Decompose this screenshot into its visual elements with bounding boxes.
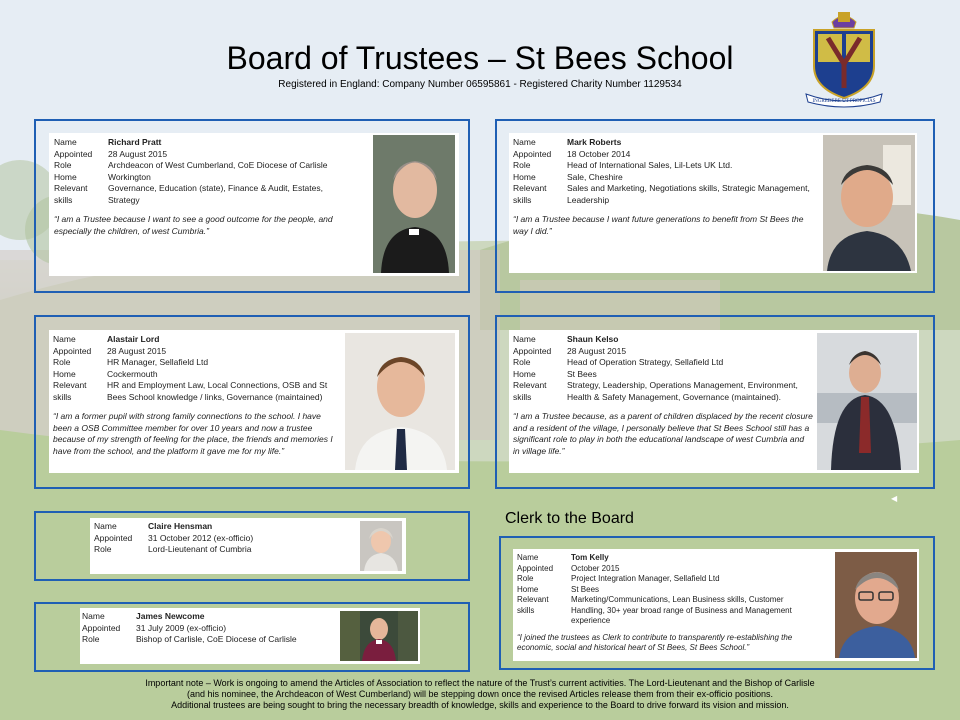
- important-note: [60, 678, 900, 710]
- skills-label: skills: [513, 391, 532, 402]
- relevant-label: Relevant: [513, 380, 547, 390]
- role-label: Role: [517, 574, 534, 583]
- trustee-card-1: [49, 133, 459, 276]
- trustee-quote: “I am a Trustee because, as a parent of children displaced by the recent closure and a resident of the village, I personally believe that St Bees School still has a significant role to play in both the educational landscape of west Cumbria and in village life.”: [513, 411, 813, 456]
- trustee-role: HR Manager, Sellafield Ltd: [107, 357, 209, 367]
- clerk-home: St Bees: [571, 584, 600, 594]
- trustee-name: Richard Pratt: [108, 137, 162, 147]
- pointer-icon: ◀: [891, 494, 898, 503]
- clerk-role: Project Integration Manager, Sellafield Ltd: [571, 574, 720, 583]
- trustee-home: Workington: [108, 171, 151, 182]
- relevant-label: Relevant: [53, 380, 87, 390]
- trustee-appointed: 28 August 2015: [108, 148, 168, 159]
- trustee-card-2: [509, 133, 917, 273]
- note-line-3: Additional trustees are being sought to bring the necessary breadth of knowledge, skills and experience to the Board to drive forward its vision and mission.: [171, 699, 789, 710]
- trustee-photo: [360, 521, 402, 571]
- trustee-card-6: [80, 608, 420, 664]
- home-label: Home: [513, 171, 536, 182]
- trustee-photo: [373, 135, 455, 273]
- name-label: Name: [94, 521, 117, 531]
- role-label: Role: [54, 160, 72, 170]
- trustee-photo: [340, 611, 418, 661]
- appointed-label: Appointed: [513, 148, 552, 159]
- relevant-label: Relevant: [54, 183, 88, 193]
- note-line-2: (and his nominee, the Archdeacon of West Cumberland) will be stepping down once the revised Articles release them from their ex-officio positions.: [187, 688, 773, 699]
- name-label: Name: [54, 137, 77, 147]
- trustee-role: Head of Operation Strategy, Sellafield Ltd: [567, 357, 724, 367]
- clerk-appointed: October 2015: [571, 563, 620, 573]
- page-title: Board of Trustees – St Bees School: [226, 40, 734, 76]
- home-label: Home: [517, 584, 539, 594]
- clerk-skills: Marketing/Communications, Lean Business skills, Customer Handling, 30+ year broad range of Business and Management experience: [571, 595, 792, 625]
- role-label: Role: [82, 634, 100, 644]
- appointed-label: Appointed: [513, 345, 552, 356]
- relevant-label: Relevant: [513, 183, 547, 193]
- trustee-skills: Strategy, Leadership, Operations Management, Environment, Health & Safety Management, Governance (maintained).: [567, 380, 798, 402]
- name-label: Name: [82, 611, 105, 621]
- appointed-label: Appointed: [82, 622, 121, 633]
- trustee-quote: “I am a former pupil with strong family connections to the school. I have been a OSB Committee member for over 10 years and now a trustee because of my strength of feeling for the place, the friends and memories I have from the school, and the platform it gave me for my life.”: [53, 411, 333, 456]
- role-label: Role: [53, 357, 71, 367]
- role-label: Role: [94, 544, 112, 554]
- name-label: Name: [513, 334, 536, 344]
- trustee-appointed: 31 July 2009 (ex-officio): [136, 622, 227, 633]
- trustee-home: Sale, Cheshire: [567, 171, 623, 182]
- trustee-card-4: [509, 330, 919, 473]
- trustee-photo: [345, 333, 455, 470]
- trustee-home: Cockermouth: [107, 368, 158, 379]
- trustee-role: Archdeacon of West Cumberland, CoE Diocese of Carlisle: [108, 160, 328, 170]
- name-label: Name: [513, 137, 536, 147]
- trustee-name: James Newcome: [136, 611, 205, 621]
- role-label: Role: [513, 357, 531, 367]
- clerk-card: [513, 549, 919, 661]
- trustee-quote: “I am a Trustee because I want to see a good outcome for the people, and especially the children, of west Cumbria.”: [54, 214, 333, 236]
- home-label: Home: [513, 368, 536, 379]
- skills-label: skills: [53, 391, 72, 402]
- trustee-appointed: 18 October 2014: [567, 148, 631, 159]
- trustee-photo: [823, 135, 915, 271]
- trustee-quote: “I am a Trustee because I want future generations to benefit from St Bees the way I did.”: [513, 214, 804, 236]
- clerk-quote: “I joined the trustees as Clerk to contribute to transparently re-establishing the economic, social and historical heart of St Bees, St Bees School.”: [517, 632, 793, 652]
- clerk-name: Tom Kelly: [571, 553, 609, 562]
- trustee-name: Claire Hensman: [148, 521, 213, 531]
- home-label: Home: [53, 368, 76, 379]
- trustee-name: Shaun Kelso: [567, 334, 619, 344]
- trustee-name: Mark Roberts: [567, 137, 622, 147]
- school-crest-logo: [802, 8, 886, 108]
- trustee-name: Alastair Lord: [107, 334, 160, 344]
- name-label: Name: [53, 334, 76, 344]
- relevant-label: Relevant: [517, 595, 549, 604]
- trustee-appointed: 28 August 2015: [567, 345, 627, 356]
- name-label: Name: [517, 553, 539, 562]
- trustee-role: Head of International Sales, Lil-Lets UK Ltd.: [567, 160, 733, 170]
- trustee-home: St Bees: [567, 368, 597, 379]
- appointed-label: Appointed: [94, 532, 133, 543]
- page-subtitle: Registered in England: Company Number 06595861 - Registered Charity Number 1129534: [278, 79, 682, 90]
- trustee-photo: [817, 333, 917, 470]
- trustee-role: Lord-Lieutenant of Cumbria: [148, 544, 252, 554]
- home-label: Home: [54, 171, 77, 182]
- trustee-skills: HR and Employment Law, Local Connections, OSB and St Bees School knowledge / links, Governance (maintained): [107, 380, 328, 402]
- trustee-appointed: 31 October 2012 (ex-officio): [148, 532, 254, 543]
- skills-label: skills: [517, 605, 535, 615]
- role-label: Role: [513, 160, 531, 170]
- trustee-skills: Sales and Marketing, Negotiations skills, Strategic Management, Leadership: [567, 183, 810, 205]
- appointed-label: Appointed: [517, 563, 554, 573]
- crest-motto: INGREDERE UT PROFICIAS: [812, 99, 876, 104]
- clerk-heading: Clerk to the Board: [505, 510, 634, 527]
- appointed-label: Appointed: [54, 148, 93, 159]
- clerk-photo: [835, 552, 917, 658]
- appointed-label: Appointed: [53, 345, 92, 356]
- skills-label: skills: [54, 194, 73, 205]
- skills-label: skills: [513, 194, 532, 205]
- note-line-1: Important note – Work is ongoing to amend the Articles of Association to reflect the nature of the Trust’s current activities. The Lord-Lieutenant and the Bishop of Carlisle: [145, 678, 815, 688]
- trustee-card-3: [49, 330, 459, 473]
- trustee-role: Bishop of Carlisle, CoE Diocese of Carlisle: [136, 634, 297, 644]
- trustee-skills: Governance, Education (state), Finance & Audit, Estates, Strategy: [108, 183, 323, 205]
- trustee-appointed: 28 August 2015: [107, 345, 167, 356]
- trustee-card-5: [90, 518, 406, 574]
